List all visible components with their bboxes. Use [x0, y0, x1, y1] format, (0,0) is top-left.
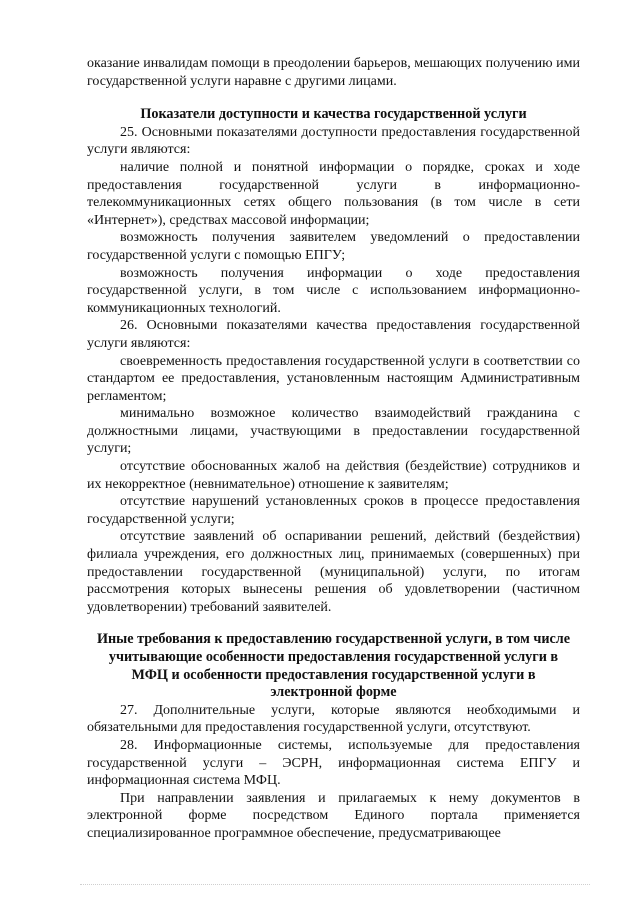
list-item: отсутствие заявлений об оспаривании решений, действий (бездействия) филиала учреждения, его должностных лиц, принимаемых (совершенных) при предоставлении государственной (муниципальной) услуги, по итогам рассмотрения которых вынесены решения об удовлетворении (частичном удовлетворении) требований заявителей.: [87, 529, 580, 615]
list-item: отсутствие нарушений установленных сроков в процессе предоставления государственной услуги;: [87, 494, 580, 527]
paragraph-electronic-submission: При направлении заявления и прилагаемых к нему документов в электронной форме посредством Единого портала применяется специализированное программное обеспечение, предусматривающее: [87, 790, 580, 841]
list-item: возможность получения заявителем уведомлений о предоставлении государственной услуги с помощью ЕПГУ;: [87, 230, 580, 263]
list-item: отсутствие обоснованных жалоб на действия (бездействие) сотрудников и их некорректное (невнимательное) отношение к заявителям;: [87, 459, 580, 492]
paragraph-26: 26. Основными показателями качества предоставления государственной услуги являются:: [87, 318, 580, 351]
scan-edge-divider: [80, 884, 590, 885]
paragraph-28: 28. Информационные системы, используемые для предоставления государственной услуги – ЭСРН, информационная система ЕПГУ и информационная система МФЦ.: [87, 737, 580, 789]
list-item: минимально возможное количество взаимодействий гражданина с должностными лицами, участвующими в предоставлении государственной услуги;: [87, 406, 580, 457]
section-heading-accessibility: Показатели доступности и качества государственной услуги: [140, 106, 527, 123]
paragraph-27: 27. Дополнительные услуги, которые являются необходимыми и обязательными для предоставления государственной услуги, отсутствуют.: [87, 702, 580, 736]
list-item: наличие полной и понятной информации о порядке, сроках и ходе предоставления государственной услуги в информационно-телекоммуникационных сетях общего пользования (в том числе в сети «Интернет»), средствах массовой информации;: [87, 159, 580, 228]
list-item: возможность получения информации о ходе предоставления государственной услуги, в том числе с использованием информационно-коммуникационных технологий.: [87, 265, 580, 316]
section-heading-other-requirements: Иные требования к предоставлению государственной услуги, в том числе учитывающие особенности предоставления государственной услуги в МФЦ и особенности предоставления государственной услуги в электронной форме: [96, 631, 571, 701]
intro-paragraph: оказание инвалидам помощи в преодолении барьеров, мешающих получению ими государственной услуги наравне с другими лицами.: [87, 56, 580, 89]
paragraph-25: 25. Основными показателями доступности предоставления государственной услуги являются:: [87, 124, 580, 158]
list-item: своевременность предоставления государственной услуги в соответствии со стандартом ее предоставления, установленным настоящим Административным регламентом;: [87, 353, 580, 404]
